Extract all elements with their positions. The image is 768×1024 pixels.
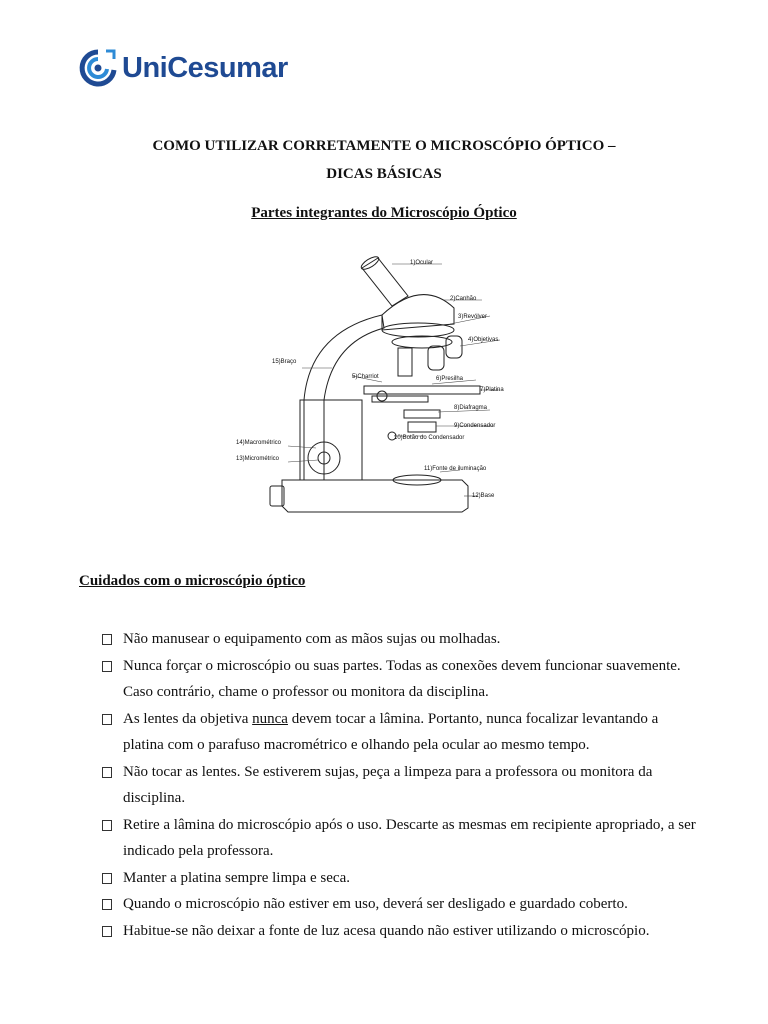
body-box — [300, 400, 362, 480]
care-list — [102, 626, 722, 944]
checkbox-glyph-icon — [102, 926, 112, 937]
document-title-line-1: COMO UTILIZAR CORRETAMENTE O MICROSCÓPIO ÓPTICO – — [152, 138, 616, 154]
label-objetivas: 4)Objetivas — [468, 337, 499, 343]
revolver-lower — [392, 336, 452, 348]
list-item: As lentes da objetiva nunca devem tocar a lâmina. Portanto, nunca focalizar levantando a — [102, 706, 722, 733]
label-charriot: 5)Charriot — [352, 374, 379, 380]
stage — [364, 386, 480, 394]
list-item: Manter a platina sempre limpa e seca. — [102, 865, 722, 892]
label-condensador: 9)Condensador — [454, 423, 496, 429]
checkbox-glyph-icon — [102, 634, 112, 645]
checkbox-glyph-icon — [102, 661, 112, 672]
list-item: Nunca forçar o microscópio ou suas partes. Todas as conexões devem funcionar suavemente. — [102, 653, 722, 680]
checkbox-glyph-icon — [102, 873, 112, 884]
label-diafragma: 8)Diafragma — [454, 405, 488, 411]
list-item: Não tocar as lentes. Se estiverem sujas, peça a limpeza para a professora ou monitora da — [102, 759, 722, 786]
objective-2 — [428, 346, 444, 370]
checkbox-glyph-icon — [102, 820, 112, 831]
unicesumar-logo — [76, 48, 288, 88]
underlined-word: nunca — [252, 710, 288, 727]
list-item: Não manusear o equipamento com as mãos sujas ou molhadas. — [102, 626, 722, 653]
label-canhao: 2)Canhão — [450, 296, 477, 302]
logo-text: UniCesumar — [122, 51, 288, 84]
checkbox-glyph-icon — [102, 714, 112, 725]
label-botao-condensador: 10)Botão do Condensador — [394, 435, 465, 441]
list-item-continuation: Caso contrário, chame o professor ou monitora da disciplina. — [123, 684, 489, 700]
label-micrometrico: 13)Micrométrico — [236, 456, 280, 462]
care-heading: Cuidados com o microscópio óptico — [79, 573, 306, 589]
objective-1 — [398, 348, 412, 376]
label-revolver: 3)Revólver — [458, 314, 488, 320]
checkbox-glyph-icon — [102, 899, 112, 910]
list-item: Quando o microscópio não estiver em uso, deverá ser desligado e guardado coberto. — [102, 891, 722, 918]
document-subtitle: Partes integrantes do Microscópio Óptico — [251, 205, 517, 221]
label-ocular: 1)Ocular — [410, 260, 434, 266]
microscope-diagram — [232, 250, 532, 518]
label-braco: 15)Braço — [272, 359, 297, 365]
revolver — [382, 323, 454, 337]
label-base: 12)Base — [472, 493, 495, 499]
document-title-line-2: DICAS BÁSICAS — [326, 166, 442, 182]
list-item-continuation: indicado pela professora. — [123, 843, 274, 859]
label-presilha: 6)Presilha — [436, 376, 464, 382]
diaphragm — [404, 410, 440, 418]
checkbox-glyph-icon — [102, 767, 112, 778]
ocular — [362, 258, 408, 306]
list-item-continuation: platina com o parafuso macrométrico e olhando pela ocular ao mesmo tempo. — [123, 737, 590, 753]
label-platina: 7)Platina — [480, 387, 504, 393]
condenser — [408, 422, 436, 432]
list-item: Retire a lâmina do microscópio após o uso. Descarte as mesmas em recipiente apropriado, a ser — [102, 812, 722, 839]
list-item-continuation: disciplina. — [123, 790, 186, 806]
label-macrometrico: 14)Macrométrico — [236, 440, 282, 446]
microscope-base — [282, 480, 468, 512]
unicesumar-logo-icon — [76, 48, 118, 88]
list-item: Habitue-se não deixar a fonte de luz acesa quando não estiver utilizando o microscópio. — [102, 918, 722, 945]
label-fonte-iluminacao: 11)Fonte de iluminação — [424, 466, 487, 472]
